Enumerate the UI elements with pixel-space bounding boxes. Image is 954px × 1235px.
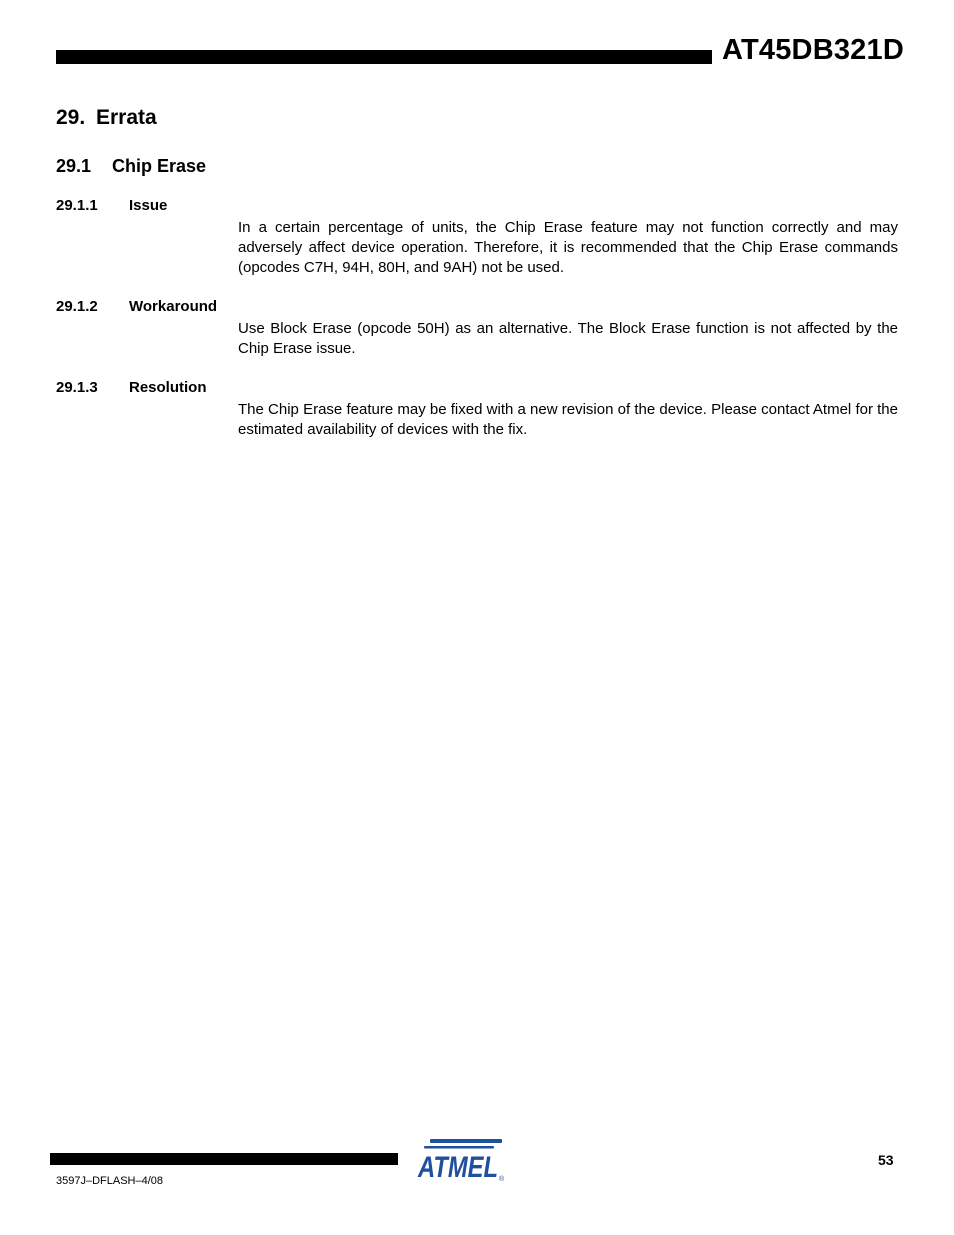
registered-mark: ® bbox=[499, 1176, 505, 1183]
workaround-number: 29.1.2 bbox=[56, 298, 98, 315]
workaround-heading bbox=[56, 298, 217, 315]
document-title: AT45DB321D bbox=[722, 34, 904, 66]
issue-number: 29.1.1 bbox=[56, 197, 98, 214]
resolution-paragraph: The Chip Erase feature may be fixed with a new revision of the device. Please contact Atmel for the estimated availability of devices with the fix. bbox=[238, 401, 898, 438]
issue-paragraph: In a certain percentage of units, the Chip Erase feature may not function correctly and may adversely affect device operation. Therefore, it is recommended that the Chip Erase commands (opcodes C7H, 94H, 80H, and 9AH) not be used. bbox=[238, 219, 898, 276]
atmel-logo bbox=[412, 1137, 508, 1183]
page-number: 53 bbox=[878, 1152, 894, 1168]
subsection-heading bbox=[56, 156, 206, 177]
header-bar bbox=[56, 50, 712, 64]
subsection-number: 29.1 bbox=[56, 156, 92, 176]
resolution-heading bbox=[56, 379, 207, 396]
subsection-title: Chip Erase bbox=[112, 156, 207, 176]
resolution-number: 29.1.3 bbox=[56, 379, 98, 396]
resolution-title: Resolution bbox=[129, 379, 207, 396]
workaround-paragraph: Use Block Erase (opcode 50H) as an alternative. The Block Erase function is not affected by the Chip Erase issue. bbox=[238, 320, 898, 357]
section-title: Errata bbox=[96, 106, 157, 129]
logo-wordmark: ATMEL bbox=[417, 1151, 498, 1183]
document-code: 3597J–DFLASH–4/08 bbox=[56, 1175, 164, 1187]
issue-title: Issue bbox=[129, 197, 168, 214]
section-heading bbox=[56, 106, 157, 130]
footer-bar bbox=[50, 1153, 398, 1165]
section-number: 29. bbox=[56, 106, 86, 129]
issue-heading bbox=[56, 197, 167, 214]
workaround-title: Workaround bbox=[129, 298, 218, 315]
